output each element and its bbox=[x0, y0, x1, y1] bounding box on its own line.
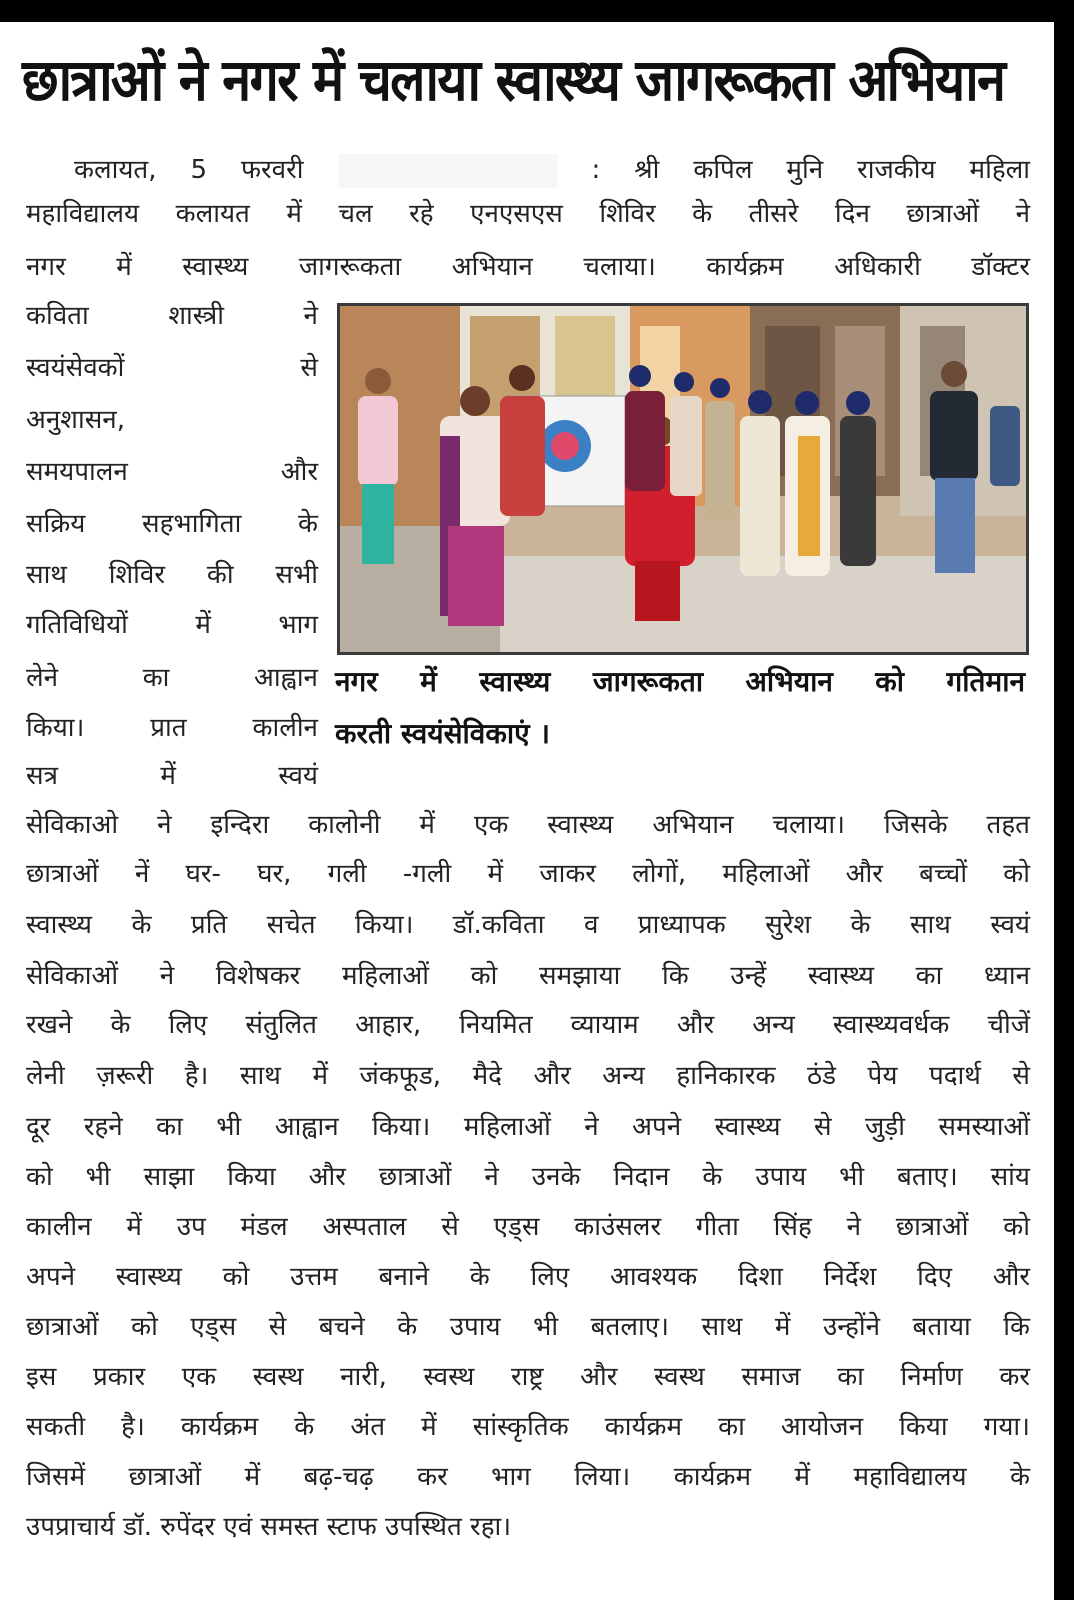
intro-line: नगर में स्वास्थ्य जागरूकता अभियान चलाया। कार्यक्रम अधिकारी डॉक्टर bbox=[26, 252, 1030, 282]
body-line: को भी साझा किया और छात्राओं ने उनके निदान के उपाय भी बताए। सांय bbox=[26, 1162, 1030, 1192]
body-line: इस प्रकार एक स्वस्थ नारी, स्वस्थ राष्ट्र और स्वस्थ समाज का निर्माण कर bbox=[26, 1362, 1030, 1392]
top-border bbox=[0, 0, 1074, 22]
body-line: छात्राओं को एड्स से बचने के उपाय भी बतलाए। साथ में उन्होंने बताया कि bbox=[26, 1312, 1030, 1342]
side-line: अनुशासन, bbox=[26, 405, 125, 435]
side-line: गतिविधियों में भाग bbox=[26, 610, 318, 640]
body-line: कालीन में उप मंडल अस्पताल से एड्स काउंसलर गीता सिंह ने छात्राओं को bbox=[26, 1212, 1030, 1242]
body-line: दूर रहने का भी आह्वान किया। महिलाओं ने अपने स्वास्थ्य से जुड़ी समस्याओं bbox=[26, 1112, 1030, 1142]
side-line: कविता शास्त्री ने bbox=[26, 301, 318, 331]
event-photo-illustration bbox=[340, 306, 1026, 652]
dateline: कलायत, 5 फरवरी bbox=[74, 155, 304, 185]
body-line: छात्राओं नें घर- घर, गली -गली में जाकर लोगों, महिलाओं और बच्चों को bbox=[26, 859, 1030, 889]
body-line: सकती है। कार्यक्रम के अंत में सांस्कृतिक कार्यक्रम का आयोजन किया गया। bbox=[26, 1412, 1030, 1442]
body-line: लेनी ज़रूरी है। साथ में जंकफूड, मैदे और अन्य हानिकारक ठंडे पेय पदार्थ से bbox=[26, 1061, 1030, 1091]
intro-line: महाविद्यालय कलायत में चल रहे एनएसएस शिविर के तीसरे दिन छात्राओं ने bbox=[26, 199, 1030, 229]
event-photo bbox=[337, 303, 1029, 655]
side-line: लेने का आह्वान bbox=[26, 663, 318, 693]
body-line: जिसमें छात्राओं में बढ़-चढ़ कर भाग लिया। कार्यक्रम में महाविद्यालय के bbox=[26, 1462, 1030, 1492]
body-line: स्वास्थ्य के प्रति सचेत किया। डॉ.कविता व प्राध्यापक सुरेश के साथ स्वयं bbox=[26, 910, 1030, 940]
body-line: सेविकाओं ने विशेषकर महिलाओं को समझाया कि उन्हें स्वास्थ्य का ध्यान bbox=[26, 961, 1030, 991]
photo-caption-line: नगर में स्वास्थ्य जागरूकता अभियान को गतिमान bbox=[335, 665, 1025, 698]
right-border bbox=[1054, 0, 1074, 1600]
side-line: साथ शिविर की सभी bbox=[26, 560, 318, 590]
photo-caption-line: करती स्वयंसेविकाएं । bbox=[335, 717, 550, 750]
body-line: रखने के लिए संतुलित आहार, नियमित व्यायाम और अन्य स्वास्थ्यवर्धक चीजें bbox=[26, 1010, 1030, 1040]
side-line: सत्र में स्वयं bbox=[26, 761, 318, 791]
body-line: सेविकाओ ने इन्दिरा कालोनी में एक स्वास्थ्य अभियान चलाया। जिसके तहत bbox=[26, 810, 1030, 840]
side-line: सक्रिय सहभागिता के bbox=[26, 509, 318, 539]
side-line: स्वयंसेवकों से bbox=[26, 353, 318, 383]
headline: छात्राओं ने नगर में चलाया स्वास्थ्य जागरूकता अभियान bbox=[22, 46, 1005, 114]
body-line: अपने स्वास्थ्य को उत्तम बनाने के लिए आवश्यक दिशा निर्देश दिए और bbox=[26, 1262, 1030, 1292]
intro-line: : श्री कपिल मुनि राजकीय महिला bbox=[591, 155, 1030, 185]
side-line: समयपालन और bbox=[26, 457, 318, 487]
dateline-line bbox=[74, 150, 1030, 190]
redacted-byline bbox=[338, 154, 558, 188]
side-line: किया। प्रात कालीन bbox=[26, 713, 318, 743]
body-line: उपप्राचार्य डॉ. रुपेंदर एवं समस्त स्टाफ उपस्थित रहा। bbox=[26, 1512, 512, 1542]
